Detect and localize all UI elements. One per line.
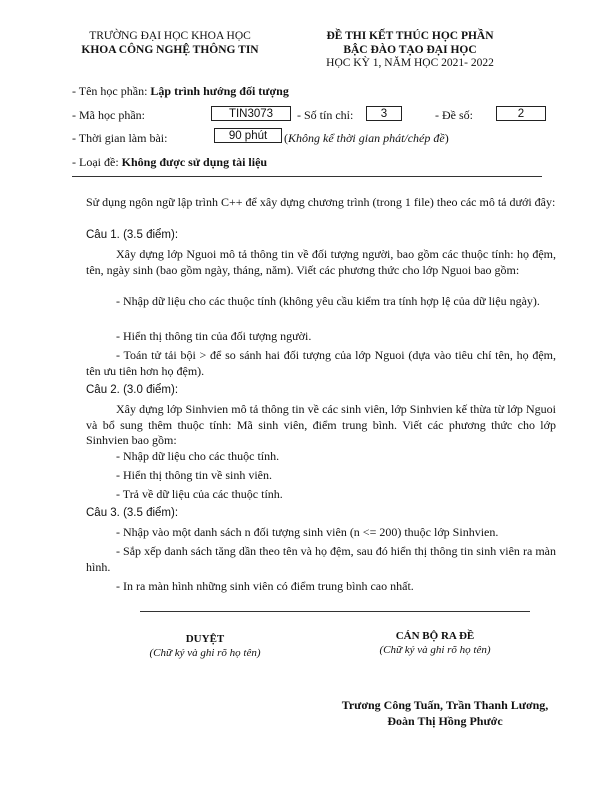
course-name: Lập trình hướng đối tượng — [150, 84, 289, 98]
school-name: TRƯỜNG ĐẠI HỌC KHOA HỌC — [89, 30, 251, 42]
time-note-text: Không kể thời gian phát/chép đề — [288, 131, 445, 145]
question-3-item: - Nhập vào một danh sách n đối tượng sinh viên (n <= 200) thuộc lớp Sinhvien. — [116, 525, 499, 539]
question-2-item: - Nhập dữ liệu cho các thuộc tính. — [116, 449, 280, 463]
question-2-item: - Trả về dữ liệu của các thuộc tính. — [116, 487, 283, 501]
header-divider — [72, 176, 542, 177]
credits-box: 3 — [366, 106, 402, 121]
faculty-name: KHOA CÔNG NGHỆ THÔNG TIN — [81, 43, 259, 56]
question-1-title: Câu 1. (3.5 điểm): — [86, 229, 179, 241]
credits-label: - Số tín chỉ: — [297, 108, 354, 122]
question-2-description: Xây dựng lớp Sinhvien mô tả thông tin về các sinh viên, lớp Sinhvien kế thừa từ lớp Nguoi và bổ sung thêm thuộc tính: Mã sinh viên, điểm trung bình. Viết các phương thức cho lớp Sinhvien bao gồm: — [86, 402, 556, 447]
question-2-item: - Hiển thị thông tin về sinh viên. — [116, 468, 272, 482]
question-3-item: - Sắp xếp danh sách tăng dần theo tên và họ đệm, sau đó hiển thị thông tin sinh viên ra màn hình. — [86, 544, 556, 574]
question-1-item: - Nhập dữ liệu cho các thuộc tính (không yêu cầu kiểm tra tính hợp lệ của dữ liệu ngày). — [116, 294, 540, 308]
exam-type-value: Không được sử dụng tài liệu — [121, 155, 268, 169]
time-note — [284, 131, 449, 146]
author-note: (Chữ ký và ghi rõ họ tên) — [379, 644, 491, 656]
course-code-label: - Mã học phần: — [72, 108, 145, 122]
question-1-item: - Toán tử tải bội > để so sánh hai đối tượng của lớp Nguoi (dựa vào tiêu chí tên, họ đệm, tên ưu tiên hơn họ đệm). — [86, 348, 556, 378]
course-code-box: TIN3073 — [211, 106, 291, 121]
question-1-item: - Hiển thị thông tin của đối tượng người. — [116, 329, 312, 343]
time-label: - Thời gian làm bài: — [72, 131, 168, 145]
education-level: BẬC ĐÀO TẠO ĐẠI HỌC — [343, 43, 477, 56]
author-block — [350, 629, 520, 657]
author-names — [320, 697, 570, 729]
approval-title: DUYỆT — [185, 633, 225, 645]
exam-number-label: - Đề số: — [435, 108, 473, 122]
author-title: CÁN BỘ RA ĐỀ — [395, 630, 475, 642]
approval-note: (Chữ ký và ghi rõ họ tên) — [149, 647, 261, 659]
header-left — [60, 30, 280, 57]
author-names-line-1: Trương Công Tuấn, Trần Thanh Lương, — [341, 698, 549, 712]
question-3-title: Câu 3. (3.5 điểm): — [86, 507, 179, 519]
approval-block — [120, 632, 290, 660]
exam-type-row — [72, 155, 267, 170]
course-label: - Tên học phần: — [72, 84, 151, 98]
time-note-open: ( — [284, 131, 288, 145]
author-names-line-2: Đoàn Thị Hồng Phước — [387, 714, 503, 728]
intro-paragraph: Sử dụng ngôn ngữ lập trình C++ để xây dựng chương trình (trong 1 file) theo các mô tả dưới đây: — [86, 195, 556, 209]
question-2-title: Câu 2. (3.0 điểm): — [86, 384, 179, 396]
question-1-description: Xây dựng lớp Nguoi mô tả thông tin về đối tượng người, bao gồm các thuộc tính: họ đệm, tên, ngày sinh (bao gồm ngày, tháng, năm). Viết các phương thức cho lớp Nguoi bao gồm: — [86, 247, 556, 277]
body-divider — [140, 611, 530, 612]
header-right — [300, 30, 520, 71]
exam-type-label: - Loại đề: — [72, 155, 122, 169]
exam-title: ĐỀ THI KẾT THÚC HỌC PHẦN — [326, 30, 494, 42]
semester: HỌC KỲ 1, NĂM HỌC 2021- 2022 — [326, 57, 494, 69]
time-box: 90 phút — [214, 128, 282, 143]
course-name-row — [72, 84, 289, 99]
question-3-item: - In ra màn hình những sinh viên có điểm trung bình cao nhất. — [116, 579, 414, 593]
exam-number-box: 2 — [496, 106, 546, 121]
time-note-close: ) — [444, 131, 449, 145]
